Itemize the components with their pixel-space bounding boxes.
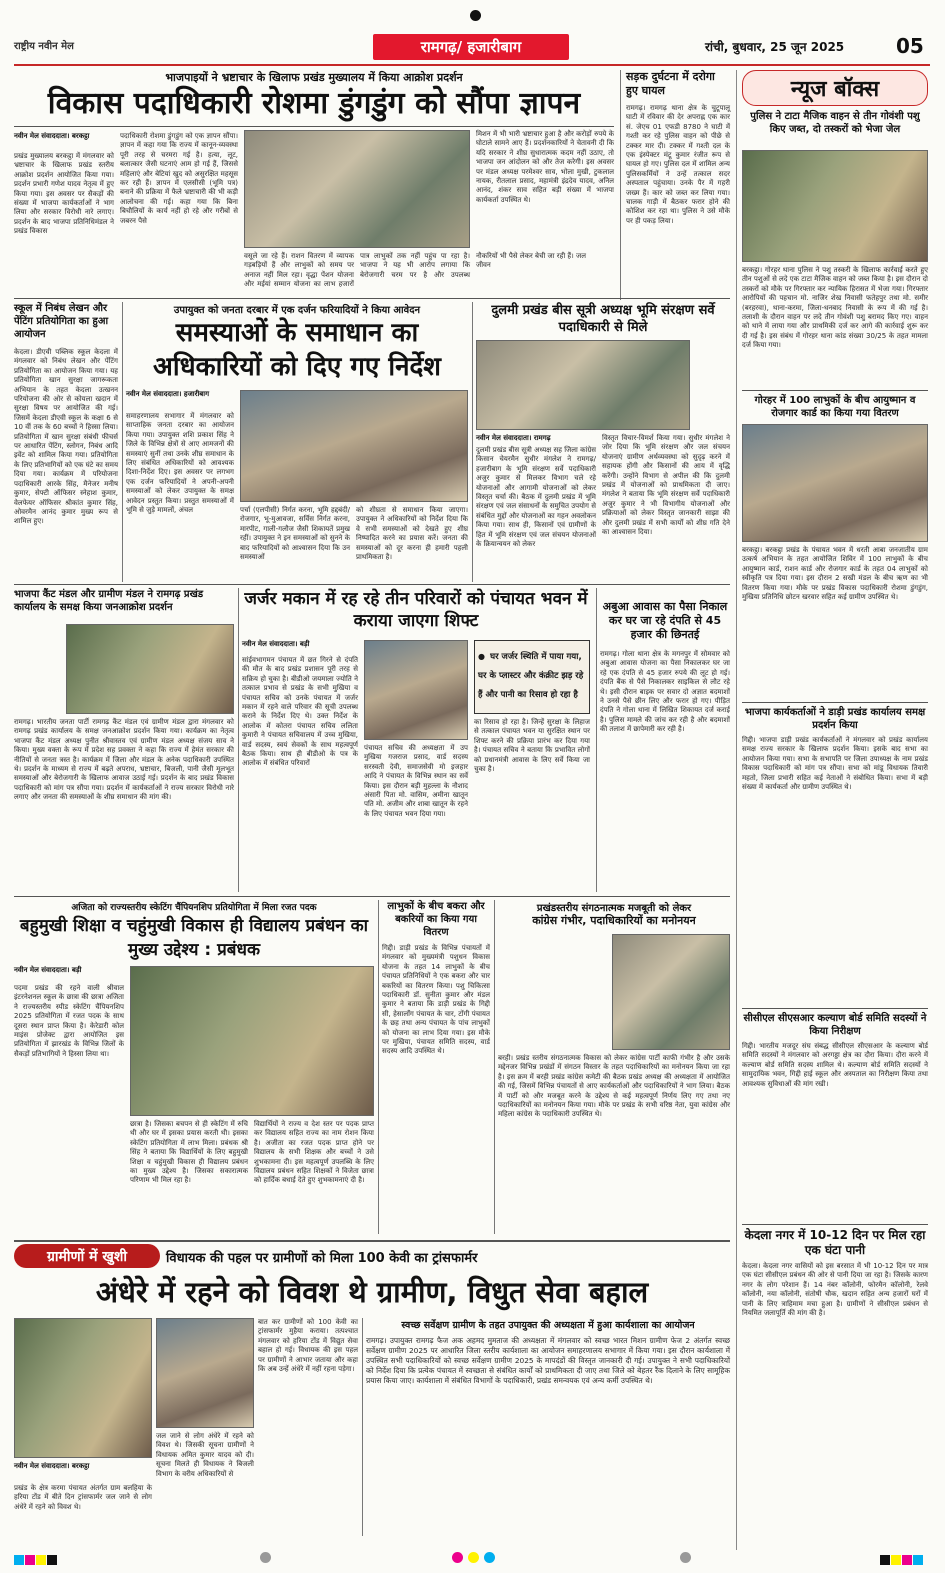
ajita-col-3: विद्यार्थियों ने राज्य व देश स्तर पर पदक प्राप्त कर विद्यालय सहित राज्य का नाम रोशन किया है। अजीता का रजत पदक प्राप्त होने पर विद्यालय के सभी शिक्षक और बच्चों ने उसे शुभकामना दी। इस महत्वपूर्ण उपलब्धि के लिए विद्यालय प्रबंधन सहित शिक्षकों ने विजेता छात्रा को हार्दिक बधाई देते हुए शुभकामनाएं दी है। xyxy=(254,1120,374,1185)
school-body: केदला। डीएवी पब्लिक स्कूल केदला में मंगलवार को निबंध लेखन और पेंटिंग प्रतियोगिता का आयोजन किया गया। यह प्रतियोगिता खान सुरक्षा जागरूकता अभियान के तहत केदला उत्खनन परियोजना की ओर से कोयला खदान में सुरक्षा विषय पर आयोजित की गई। जिसमें केदला डीएवी स्कूल के कक्षा 6 से 10 वीं तक के 60 बच्चों ने हिस्सा लिया। प्रतियोगिता में खान सुरक्षा संबंधी फीचर्स पर आधारित पेंटिंग, स्लोगन, निबंध आदि इवेंट को शामिल किया गया। प्रतियोगिता के लिए प्रतिभागियों को एक घंटे का समय दिया गया। कार्यक्रम में परियोजना पदाधिकारी आरके सिंह, मैनेजर मनीष कुमार, सेफ्टी ऑफिसर स्नेहाश कुमार, वेलफेयर ऑफिसर श्रीकांत कुमार सिंह, ओवरमैन आनंद कुमार मुख्य रूप से शामिल हुए। xyxy=(14,348,118,526)
newsbox-rule-4 xyxy=(742,1224,928,1225)
transformer-section-label xyxy=(14,1244,160,1268)
color-registration-strip-right xyxy=(880,1550,924,1569)
swachh-body: रामगढ़। उपायुक्त रामगढ़ फैज अक अहमद मुमताज की अध्यक्षता में मंगलवार को स्वच्छ भारत मिशन ग्रामीण फेज 2 अंतर्गत स्वच्छ सर्वेक्षण ग्रामीण 2025 पर आधारित जिला स्तरीय कार्यशाला का आयोजन समाहरणालय सभागार में किया गया। इस दौरान कार्यशाला में उपस्थित सभी पदाधिकारियों को स्वच्छ सर्वेक्षण ग्रामीण 2025 के मापदंडों की विस्तृत जानकारी दी गई। उपायुक्त ने सभी पदाधिकारियों को निर्देश दिया कि प्रत्येक पंचायत में स्वच्छता से संबंधित कार्यों को प्राथमिकता दी जाए तथा जिले को बेहतर रैंक दिलाने के लिए सामूहिक प्रयास किया जाए। कार्यशाला में संबंधित विभागों के पदाधिकारी, प्रखंड समन्वयक एवं अन्य कर्मी उपस्थित थे। xyxy=(366,1336,730,1385)
jarjar-boxed-text: घर जर्जर स्थिति में पाया गया, घर के प्लास्टर और कंक्रीट झड़ रहे हैं और पानी का रिसाव हो रहा है xyxy=(478,652,584,700)
col-divider-1 xyxy=(620,70,621,300)
newsbox-story3-head: भाजपा कार्यकर्ताओं ने डाड़ी प्रखंड कार्यालय समक्ष प्रदर्शन किया xyxy=(744,707,926,731)
newsbox-story5-body: केदला। केदला नगर वासियों को इस बरसात में भी 10-12 दिन पर मात्र एक घंटा सीसीएल प्रबंधन की ओर से पानी दिया जा रहा है। जिसके कारण नगर के लोग परेशान हैं। 14 नंबर कॉलोनी, फोरमैन कॉलोनी, रेलवे कॉलोनी, नया कॉलोनी, संतोषी चौक, खदान सहित अन्य हजारों घरों में पानी के लिए त्राहिमाम मचा हुआ है। ग्रामीणों ने सीसीएल प्रबंधन से नियमित जलापूर्ति की मांग की है। xyxy=(742,1262,928,1318)
tier2-rule xyxy=(14,298,730,299)
newsbox-title: न्यूज बॉक्स xyxy=(790,77,880,102)
jarjar-col-3: का रिसाव हो रहा है। जिन्हें सुरक्षा के लिहाज से तत्काल पंचायत भवन या सुरक्षित स्थान पर शिफ्ट करने की प्रक्रिया प्रारंभ कर दिया गया है। पंचायत सचिव ने बताया कि प्रभावित लोगों को प्रधानमंत्री आवास के लिए सर्वे किया जा चुका है। xyxy=(474,718,590,774)
masthead xyxy=(0,0,945,64)
bhajpa-cant-body-narrow xyxy=(14,624,64,714)
dulmi-photo xyxy=(476,340,690,430)
janta-col-3: को शीघ्रता से समाधान किया जाएगा। उपायुक्त ने अधिकारियों को निर्देश दिया कि वे सभी समस्याओं को देखते हुए शीघ्र निष्पादित करने का प्रयास करें। जनता की समस्याओं को दूर करना ही हमारी पहली प्राथमिकता है। xyxy=(356,506,468,562)
dulmi-col-1: दुलमी प्रखंड बीस सूत्री अध्यक्ष सह जिला कांग्रेस किसान चेयरमैन सुधीर मंगलेश ने रामगढ़/हजारीबाग के भूमि संरक्षण सर्वे पदाधिकारी अजुर कुमार से मिलकर विभाग चले रहे योजनाओं और आगामी योजनाओं को लेकर विस्तृत चर्चा की। बैठक में दुलमी प्रखंड में भूमि संरक्षण एवं जल संसाधनों के समुचित उपयोग से संबंधित मुद्दों और योजनाओं का गहन अवलोकन किया गया। साथ ही, किसानों एवं ग्रामीणों के हित में भूमि संरक्षण एवं जल संचयन योजनाओं के क्रियान्वयन को लेकर xyxy=(476,446,596,549)
janta-col-1: समाहरणालय सभागार में मंगलवार को साप्ताहिक जनता दरबार का आयोजन किया गया। उपायुक्त शशि प्रकाश सिंह ने जिले के विभिन्न क्षेत्रों से आए आमजनों की समस्याएं सुनीं तथा उनके शीघ्र समाधान के लिए संबंधित अधिकारियों को आवश्यक दिशा-निर्देश दिए। इस अवसर पर लगभग एक दर्जन फरियादियों ने अपनी-अपनी समस्याओं को लेकर उपायुक्त के समक्ष आवेदन प्रस्तुत किया। प्रस्तुत समस्याओं में भूमि से जुड़े मामलों, अंचल xyxy=(126,412,234,515)
newsbox-story2-body: बरकट्ठा। बरकट्ठा प्रखंड के पंचायत भवन में धरती आबा जनजातीय ग्राम उत्कर्ष अभियान के तहत आयोजित शिविर में 100 लाभुकों के बीच आयुष्मान कार्ड, राशन कार्ड और रोजगार कार्ड के तहत 04 लाभुकों को स्वीकृति पत्र दिया गया। इस दौरान 2 सखी मंडल के बीच ऋण का भी वितरण किया गया। मौके पर प्रखंड विकास पदाधिकारी रोशमा डुंगडुंग, मुखिया प्रतिनिधि छोटन खरवार सहित कई ग्रामीण उपस्थित थे। xyxy=(742,546,928,602)
col-divider-6 xyxy=(378,900,379,1234)
janta-byline: नवीन मेल संवाददाता। हजारीबाग xyxy=(126,390,210,398)
congress-photo xyxy=(612,934,730,1050)
dateline: रांची, बुधवार, 25 जून 2025 xyxy=(705,40,845,54)
newsbox-story1-body: बरकट्ठा। गोरहर थाना पुलिस ने पशु तस्करी के खिलाफ कार्रवाई करते हुए तीन पशुओं से लदे एक टाटा मैजिक वाहन को जब्त किया है। इस दौरान दो तस्करों को मौके पर गिरफ्तार कर न्यायिक हिरासत में भेजा गया। गिरफ्तार आरोपियों की पहचान मो. नाजिर शेख निवासी फतेहपुर तथा मो. समीर (बरहरवा), थाना-करमा, जिला-धनबाद निवासी के रूप में की गई है। तलाशी के दौरान वाहन पर लदे तीन गोवंशी पशु बरामद किए गए। वाहन को थाने में लाया गया और प्राथमिकी दर्ज कर आगे की कार्रवाई शुरू कर दी गई है। इस संबंध में गोरहर थाना कांड संख्या 30/25 के तहत मामला दर्ज किया गया। xyxy=(742,266,928,350)
swachh-body-cont xyxy=(366,1460,730,1536)
bhajpa-cant-headline: भाजपा कैंट मंडल और ग्रामीण मंडल ने रामगढ़ प्रखंड कार्यालय के समक्ष किया जनआक्रोश प्रदर्शन xyxy=(14,589,204,613)
lead-col-4: मिशन में भी भारी भ्रष्टाचार हुआ है और करोड़ों रुपये के घोटाले सामने आए हैं। प्रदर्शनकारियों ने चेतावनी दी कि यदि सरकार ने शीघ्र सुधारात्मक कदम नहीं उठाए, तो भाजपा जन आंदोलन को और तेज करेगी। इस अवसर पर मंडल अध्यक्ष परमेश्वर साव, भोला मुखी, टुकलाल नायक, रीतलाल प्रसाद, महामंत्री इंद्रदेव यादव, अनिल आनंद, शंकर साव सहित बड़ी संख्या में भाजपा कार्यकर्ता उपस्थित थे। xyxy=(476,130,614,204)
janta-headline: समस्याओं के समाधान का अधिकारियों को दिए गए निर्देश xyxy=(153,318,441,382)
newsbox-story5-head: केदला नगर में 10-12 दिन पर मिल रहा एक घंटा पानी xyxy=(744,1228,926,1257)
newsbox-story4-body: गिद्दी। भारतीय मजदूर संघ संबद्ध सीसीएल सीएसआर के कल्याण बोर्ड समिति सदस्यों ने मंगलवार को अरगड्डा क्षेत्र का दौरा किया। दौरा करने में कल्याण बोर्ड समिति सदस्य शामिल थे। कल्याण बोर्ड समिति सदस्यों ने सामुदायिक भवन, गिद्दी हाई स्कूल और अस्पताल का निरीक्षण किया तथा आवश्यक सुविधाओं की मांग रखी। xyxy=(742,1042,928,1088)
col-divider-7 xyxy=(494,900,495,1234)
congress-headline: कांग्रेस गंभीर, पदाधिकारियों का मनोनयन xyxy=(532,914,696,927)
jarjar-col-2: पंचायत सचिव की अध्यक्षता में उप मुखिया गजराज प्रसाद, वार्ड सदस्य सरस्वती देवी, समाजसेवी मो इजहार आदि ने पंचायत के विभिन्न स्थान का सर्वे किया। इस दौरान बड़ी मुहल्ला के नौशाद अंसारी पिता मो. वासिम, अमीना खातून पति मो. अजीम और शाबा खातून के रहने के लिए पंचायत भवन दिया गया। xyxy=(364,744,468,818)
ajita-headline: बहुमुखी शिक्षा व चहुंमुखी विकास ही विद्यालय प्रबंधन का मुख्य उद्देश्य : प्रबंधक xyxy=(19,916,369,960)
ajita-byline: नवीन मेल संवाददाता। बड़ी xyxy=(14,966,82,974)
transformer-col-1: प्रखंड के क्षेत्र करमा पंचायत अंतर्गत ग्राम बलहिया के हरिया टोंड में बीते दिन ट्रांसफार्मर जल जाने से लोग अंधेरे में रहने को विवश थे। xyxy=(14,1484,152,1511)
transformer-section-label-text: ग्रामीणों में खुशी xyxy=(47,1248,127,1265)
newsbox-story1-head: पुलिस ने टाटा मैजिक वाहन से तीन गोवंशी पशु किए जब्त, दो तस्करों को भेजा जेल xyxy=(750,111,920,135)
newsbox-rule-1 xyxy=(742,390,928,391)
masthead-rule xyxy=(14,64,930,66)
tier5-rule xyxy=(14,1240,730,1242)
newsbox-story3-body: गिद्दी। भाजपा डाड़ी प्रखंड कार्यकर्ताओं ने मंगलवार को प्रखंड कार्यालय समक्ष राज्य सरकार के खिलाफ प्रदर्शन किया। इसके बाद सभा का आयोजन किया गया। सभा के सभापति पर जिला उपाध्यक्ष के नाम प्रखंड विकास पदाधिकारी को मांग पत्र सौंपा। सभा को मांडू विधायक तिवारी महतो, जिला प्रभारी सहित कई नेताओं ने संबोधित किया। सभा में बड़ी संख्या में कार्यकर्ता और ग्रामीण उपस्थित थे। xyxy=(742,736,928,792)
ajita-col-2: छात्रा है। जिसका बचपन से ही स्केटिंग में रुचि थी और घर में इसका प्रयास करती थी। इसका स्केटिंग प्रतियोगिता में लाभ मिला। प्रबंधक श्री सिंह ने बताया कि विद्यार्थियों के लिए बहुमुखी शिक्षा व चहुंमुखी विकास ही विद्यालय प्रबंधन का मुख्य उद्देश्य है। जिसका सकारात्मक परिणाम भी मिल रहा है। xyxy=(130,1120,248,1185)
newsbox-story4-head: सीसीएल सीएसआर कल्याण बोर्ड समिति सदस्यों ने किया निरीक्षण xyxy=(743,1013,927,1037)
transformer-kicker: विधायक की पहल पर ग्रामीणों को मिला 100 केवी का ट्रांसफार्मर xyxy=(166,1251,478,1266)
newsbox-rule-3 xyxy=(742,1008,928,1009)
paper-name: राष्ट्रीय नवीन मेल xyxy=(14,41,74,52)
bhajpa-cant-photo xyxy=(66,624,234,714)
transformer-col-3: बात कर ग्रामीणों को 100 केवी का ट्रांसफार्मर मुहैया कराया। तत्पश्चात मंगलवार को हरिया टोंड में विद्युत सेवा बहाल हो गई। विधायक की इस पहल पर ग्रामीणों ने आभार जताया और कहा कि अब उन्हें अंधेरे में नहीं रहना पड़ेगा। xyxy=(258,1318,358,1374)
lead-kicker: भाजपाइयों ने भ्रष्टाचार के खिलाफ प्रखंड मुख्यालय में किया आक्रोश प्रदर्शन xyxy=(165,71,463,84)
ajita-col-1: पदमा प्रखंड की रहने वाली श्रीवाल इंटरनेशनल स्कूल के छात्रा की छात्रा अजिता ने राज्यस्तरीय स्पीड स्केटिंग चैंपियनशिप 2025 प्रतियोगिता में रजत पदक के साथ दूसरा स्थान प्राप्त किया है। केरेडारी कोल माइंस प्रोजेक्ट द्वारा आयोजित इस प्रतियोगिता में झारखंड के विभिन्न जिलों के सैकड़ों प्रतिभागियों ने हिस्सा लिया था। xyxy=(14,984,124,1058)
jarjar-headline: जर्जर मकान में रह रहे तीन परिवारों को पंचायत भवन में कराया जाएगा शिफ्ट xyxy=(244,589,588,631)
janta-photo xyxy=(240,390,468,502)
congress-body: बरही। प्रखंड स्तरीय संगठनात्मक विकास को लेकर कांग्रेस पार्टी काफी गंभीर है और उसके मद्देनजर विभिन्न प्रखंडों में संगठन विस्तार के तहत पदाधिकारियों का मनोनयन किया जा रहा है। इस क्रम में बरही प्रखंड कांग्रेस कमेटी की बैठक प्रखंड अध्यक्ष की अध्यक्षता में आयोजित की गई, जिसमें विभिन्न पंचायतों से आए कार्यकर्ताओं और पदाधिकारियों ने भाग लिया। बैठक में पार्टी को और मजबूत करने के उद्देश्य से कई महत्वपूर्ण निर्णय लिए गए तथा नए पदाधिकारियों का मनोनयन किया गया। मौके पर प्रखंड के सभी वरिष्ठ नेता, युवा कांग्रेस और महिला कांग्रेस के पदाधिकारी उपस्थित थे। xyxy=(498,1054,730,1119)
jarjar-boxed-quote xyxy=(474,640,590,714)
congress-kicker: प्रखंडस्तरीय संगठनात्मक मजबूती को लेकर xyxy=(536,903,692,914)
col-divider-3 xyxy=(472,302,473,582)
accident-headline: सड़क दुर्घटना में दरोगा हुए घायल xyxy=(626,70,715,97)
newsbox-story2-head: गोरहर में 100 लाभुकों के बीच आयुष्मान व रोजगार कार्ड का किया गया वितरण xyxy=(754,395,916,419)
lambhuk-headline: लाभुकों के बीच बकरा और बकरियों का किया गया वितरण xyxy=(387,901,485,938)
transformer-headline: अंधेरे में रहने को विवश थे ग्रामीण, विधुत सेवा बहाल xyxy=(95,1275,649,1309)
section-title-text: रामगढ़/ हजारीबाग xyxy=(420,38,522,56)
newsbox-story1-photo xyxy=(742,150,928,262)
school-headline: स्कूल में निबंध लेखन और पेंटिंग प्रतियोगिता का हुआ आयोजन xyxy=(14,303,109,340)
transformer-photo xyxy=(14,1318,152,1458)
lambhuk-body: गिद्दी। डाड़ी प्रखंड के विभिन्न पंचायतों में मंगलवार को मुख्यमंत्री पशुधन विकास योजना के तहत 14 लाभुकों के बीच पंचायत प्रतिनिधियों ने एक बकरा और चार बकरियों का वितरण किया। पशु चिकित्सा पदाधिकारी डॉ. सुनीता कुमार और मंडल कुमार ने बताया कि डाड़ी प्रखंड के गिद्दी सी, हेसालॉंग पंचायत के चार, टोंगी पंचायत के छह तथा अन्य पंचायत के पांच लाभुकों को योजना का लाभ दिया गया। इस मौके पर मुखिया, पंचायत समिति सदस्य, वार्ड सदस्य आदि उपस्थित थे। xyxy=(382,944,490,1056)
newsbox-title-wrap xyxy=(742,70,928,106)
lead-col-2: पदाधिकारी रोशमा डुंगडुंग को एक ज्ञापन सौंपा। ज्ञापन में कहा गया कि राज्य में कानून-व्यवस्था पूरी तरह से चरमरा गई है। हत्या, लूट, बलात्कार जैसी घटनाएं आम हो गई हैं, जिससे महिलाएं और बेटियां खुद को असुरक्षित महसूस कर रही हैं। ज्ञापन में एलसीसी (भूमि पत्र) बनाने की प्रक्रिया में फैले भ्रष्टाचारी की भी कड़ी आलोचना की गई। कहा गया कि बिना बिचौलियों के कार्य नहीं हो रहे और गरीबों से जबरन पैसे xyxy=(120,132,238,225)
ajita-photo xyxy=(130,966,374,1116)
dulmi-byline: नवीन मेल संवाददाता। रामगढ़ xyxy=(476,434,551,442)
page-number: 05 xyxy=(896,34,924,58)
col-divider-4 xyxy=(238,588,239,892)
awas-body: रामगढ़। गोला थाना क्षेत्र के मगनपुर में सोमवार को अबुआ आवास योजना का पैसा निकालकर घर जा रहे एक दंपति से 45 हजार रुपये की लूट हो गई। दंपति बैंक से पैसे निकालकर साइकिल से लौट रहे थे। इसी दौरान बाइक पर सवार दो अज्ञात बदमाशों ने उनसे पैसे छीन लिए और फरार हो गए। पीड़ित दंपति ने गोला थाना में लिखित शिकायत दर्ज कराई है। पुलिस मामले की जांच कर रही है और बदमाशों की तलाश में छापेमारी कर रही है। xyxy=(600,650,730,734)
accident-body: रामगढ़। रामगढ़ थाना क्षेत्र के चुटूपालू घाटी में रविवार की देर अपराह्न एक कार सं. जेएच 01 एफडी 8780 ने घाटी में गश्ती कर रहे पुलिस वाहन को पीछे से टक्कर मार दी। टक्कर में गश्ती दल के एक इंस्पेक्टर मंटू कुमार रंजीत रूप से घायल हो गए। पुलिस दल में शामिल अन्य पुलिसकर्मियों ने उन्हें तत्काल सदर अस्पताल पहुंचाया। उनके पैर में गहरी जख्म हैं। कार को जब्त कर लिया गया। चालक गाड़ी में बैठकर फरार होने की कोशिश कर रहा था। पुलिस ने उसे मौके पर ही पकड़ लिया। xyxy=(626,104,730,225)
registration-mark xyxy=(470,6,481,25)
jarjar-col-1: सांईवभागमन पंचायत में छत गिरने से दंपति की मौत के बाद प्रखंड प्रशासन पूरी तरह से सक्रिय हो चुका है। बीडीओ जयमाला ज्योति ने तत्काल प्रभाव से प्रखंड के सभी मुखिया व पंचायत सचिव को उनके पंचायत में जर्जर मकान में रहने वाले परिवार की सूची उपलब्ध कराने के निर्देश दिए थे। उक्त निर्देश के आलोक में कोतरा पंचायत सचिव ललिता कुमारी ने पंचायत सचिवालय में उच्च मुखिया, वार्ड सदस्य, स्वयं सेवकों के साथ महत्वपूर्ण बैठक किया। साथ ही बीडीओ के पत्र के आलोक में संबंधित परिवारों xyxy=(242,656,358,768)
col-divider-2 xyxy=(122,302,123,582)
janta-kicker: उपायुक्त को जनता दरबार में एक दर्जन फरियादियों ने किया आवेदन xyxy=(173,305,421,316)
lead-rule xyxy=(14,126,614,127)
lead-col-1: प्रखंड मुख्यालय बरकट्ठा में मंगलवार को भ्रष्टाचार के खिलाफ प्रखंड स्तरीय आक्रोश प्रदर्शन आयोजित किया गया। प्रदर्शन प्रभारी गणेश यादव नेतृत्व में हुए किया गया। इस अवसर पर सैकड़ों की संख्या में भाजपा कार्यकर्ताओं ने भाग लिया और सरकार विरोधी नारे लगाए। प्रदर्शन के बाद भाजपा प्रतिनिधिमंडल ने प्रखंड विकास xyxy=(14,152,114,236)
tier4-rule xyxy=(14,896,730,897)
transformer-col-2: जल जाने से लोग अंधेरे में रहने को विवश थे। जिसकी सूचना ग्रामीणों ने विधायक अमित कुमार यादव को दी। सूचना मिलते ही विधायक ने बिजली विभाग के वरीय अधिकारियों से xyxy=(156,1432,254,1478)
jarjar-photo xyxy=(364,640,468,740)
transformer-byline: नवीन मेल संवाददाता। बरकट्ठा xyxy=(14,1462,90,1470)
col-divider-8 xyxy=(362,1318,363,1536)
section-title xyxy=(373,34,569,60)
swachh-headline: स्वच्छ सर्वेक्षण ग्रामीण के तहत उपायुक्त की अध्यक्षता में हुआ कार्यशाला का आयोजन xyxy=(401,1320,695,1331)
lead-photo xyxy=(244,130,470,248)
lead-byline: नवीन मेल संवाददाता। बरकट्ठा xyxy=(14,132,90,140)
footer-registration-dots-center xyxy=(452,1548,495,1567)
ajita-kicker: अजिता को राज्यस्तरीय स्केटिंग चैंपियनशिप प्रतियोगिता में मिला रजत पदक xyxy=(71,903,317,913)
lead-col-3: वसूले जा रहे हैं। राशन वितरण में व्यापक गड़बड़ियों हैं और लाभुकों को समय पर अनाज नहीं मिल रहा। वृद्धा पेंशन योजना और मईयां सम्मान योजना का लाभ हजारों पात्र लाभुकों तक नहीं पहुंच पा रहा है। भाजपा ने यह भी आरोप लगाया कि बेरोजगारी चरम पर है और उपलब्ध नौकरियों भी पैसे लेकर बेची जा रही हैं। जल जीवन xyxy=(244,252,586,289)
bullet-icon: ● xyxy=(478,652,485,661)
footer-registration-dot-right xyxy=(680,1548,691,1567)
janta-col-2: पर्चा (एलपीसी) निर्गत करना, भूमि हद्दबंदी/रोजगार, भू-मुआवजा, सर्विस निर्गत करना, मारपीट, गाली-गलौज जैसी शिकायतें प्रमुख रहीं। उपायुक्त ने इन समस्याओं को सुनने के बाद फरियादियों को आश्वासन दिया कि उन समस्याओं xyxy=(240,506,350,562)
awas-headline: अबुआ आवास का पैसा निकाल कर घर जा रहे दंपति से 45 हजार की छिनतई xyxy=(602,600,728,641)
newsbox-story2-photo xyxy=(742,424,928,542)
congress-body-a xyxy=(498,934,610,1054)
bhajpa-cant-body: रामगढ़। भारतीय जनता पार्टी रामगढ़ कैंट मंडल एवं ग्रामीण मंडल द्वारा मंगलवार को रामगढ़ प्रखंड कार्यालय के समक्ष जनआक्रोश प्रदर्शन किया गया। कार्यक्रम का नेतृत्व भाजपा कैंट मंडल अध्यक्ष पुनीत श्रीवास्तव एवं ग्रामीण मंडल अध्यक्ष संजय साव ने किया। मुख्य वक्ता के रूप में प्रदेश सह प्रवक्ता ने कहा कि राज्य में हेमंत सरकार की नीतियों से जनता त्रस्त है। कार्यक्रम में जिला और मंडल के अनेक पदाधिकारी उपस्थित थे। प्रदर्शन के माध्यम से राज्य में बढ़ते अपराध, भ्रष्टाचार, बिजली, पानी जैसी मूलभूत समस्याओं और बेरोजगारी के खिलाफ आवाज उठाई गई। प्रदर्शन के बाद प्रखंड विकास पदाधिकारी को मांग पत्र सौंपा गया। प्रदर्शन में कार्यकर्ताओं ने राज्य सरकार विरोधी नारे लगाए और जनता की समस्याओं के शीघ्र समाधान की मांग की। xyxy=(14,718,234,802)
color-registration-strip xyxy=(14,1550,58,1569)
transformer-photo-2 xyxy=(156,1318,254,1428)
lead-headline: विकास पदाधिकारी रोशमा डुंगडुंग को सौंपा ज्ञापन xyxy=(47,86,581,121)
dulmi-col-2: विस्तृत विचार-विमर्श किया गया। सुधीर मंगलेश ने जोर दिया कि भूमि संरक्षण और जल संचयन योजनाएं ग्रामीण अर्थव्यवस्था को सुदृढ़ करने में सहायक होंगी और किसानों की आय में वृद्धि करेंगी। उन्होंने विभाग से अपील की कि दुलमी प्रखंड में योजनाओं को प्राथमिकता दी जाए। मंगलेश ने बताया कि भूमि संरक्षण सर्वे पदाधिकारी अजुर कुमार ने भी विभागीय योजनाओं और प्रक्रियाओं को लेकर विस्तृत जानकारी साझा की और दुलमी प्रखंड में सभी कार्यों को शीघ्र गति देने का आश्वासन दिया। xyxy=(602,434,730,537)
col-divider-5 xyxy=(596,588,597,892)
tier3-rule xyxy=(14,584,730,585)
jarjar-byline: नवीन मेल संवाददाता। बड़ी xyxy=(242,640,310,648)
newsbox-rule-2 xyxy=(742,702,928,703)
footer-registration-dot-left xyxy=(260,1548,271,1567)
dulmi-headline: दुलमी प्रखंड बीस सूत्री अध्यक्ष भूमि संरक्षण सर्वे पदाधिकारी से मिले xyxy=(491,303,715,335)
